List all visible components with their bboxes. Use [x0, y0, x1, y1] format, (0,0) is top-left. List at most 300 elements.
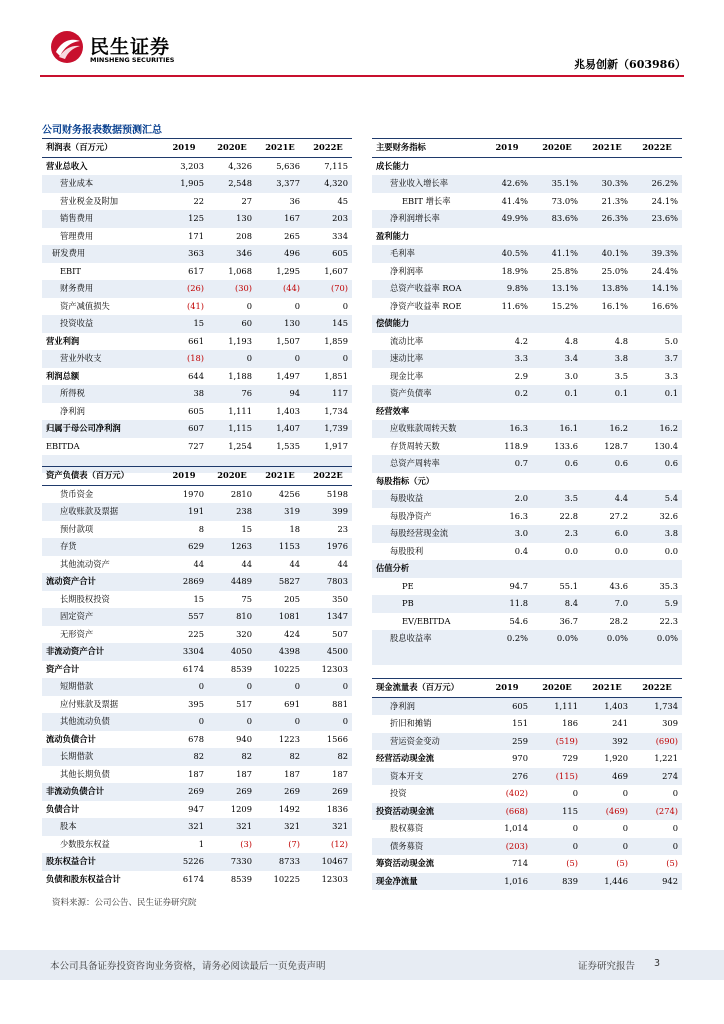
row-value: 44 — [337, 558, 348, 569]
row-value: 130.4 — [654, 440, 678, 451]
row-value: 15 — [241, 523, 252, 534]
row-value: 27 — [241, 195, 252, 206]
row-label: 长期股权投资 — [60, 593, 110, 604]
table-row — [372, 595, 682, 613]
table-row — [42, 333, 352, 351]
row-value: 0 — [672, 823, 678, 833]
row-label: 资本开支 — [372, 768, 482, 786]
table-row — [42, 643, 352, 661]
table-row — [372, 855, 682, 873]
table-row — [42, 801, 352, 819]
row-value: (18) — [160, 350, 208, 368]
table-row — [42, 175, 352, 193]
row-value: 55.1 — [559, 580, 578, 591]
row-label: EBIT 增长率 — [402, 195, 451, 206]
row-value — [532, 560, 582, 578]
row-label: 所得税 — [42, 385, 160, 403]
table-row — [372, 385, 682, 403]
table-row — [42, 228, 352, 246]
row-value: 7.0 — [582, 595, 632, 613]
table-row — [372, 403, 682, 421]
table-row — [372, 613, 682, 631]
row-value: 2869 — [160, 573, 208, 591]
table-row — [42, 403, 352, 421]
table-row — [372, 715, 682, 733]
spacer-cell — [632, 648, 682, 666]
table-row — [372, 420, 682, 438]
year-header: 2019 — [482, 679, 532, 698]
row-value: 1,734 — [632, 697, 682, 715]
row-value: 1,188 — [228, 370, 252, 381]
row-value: 41.1% — [532, 245, 582, 263]
row-value: 0.2 — [482, 385, 532, 403]
row-value: 25.8% — [551, 265, 578, 276]
row-value: 6.0 — [582, 525, 632, 543]
table-row — [372, 455, 682, 473]
row-value: 3.8 — [632, 525, 682, 543]
row-value: 22.8 — [559, 510, 578, 521]
row-label: 应收账款及票据 — [42, 503, 160, 521]
row-value: 16.6% — [651, 300, 678, 311]
row-value: 1,193 — [228, 335, 252, 346]
year-header: 2022E — [304, 467, 352, 486]
row-value: 3.0 — [564, 370, 578, 381]
row-label: 研发费用 — [42, 245, 160, 263]
row-value: 238 — [208, 503, 256, 521]
row-value: (203) — [482, 838, 532, 856]
row-value: 117 — [304, 385, 352, 403]
row-value: 0.6 — [532, 455, 582, 473]
row-value: 346 — [208, 245, 256, 263]
row-value: 0.2% — [482, 630, 532, 648]
row-value — [482, 228, 532, 246]
row-value: 24.1% — [651, 195, 678, 206]
row-value: 128.7 — [604, 440, 628, 451]
row-value: 0 — [208, 350, 256, 368]
row-value: 60 — [208, 315, 256, 333]
row-label: 每股收益 — [372, 490, 482, 508]
row-value: 15 — [193, 593, 204, 604]
row-value: 12303 — [321, 873, 348, 884]
table-row — [372, 697, 682, 715]
row-value: 0.4 — [514, 545, 528, 556]
row-label: 应收账款周转天数 — [372, 420, 482, 438]
row-value: 4.8 — [614, 335, 628, 346]
row-value: 0 — [572, 823, 578, 833]
row-value: 321 — [304, 818, 352, 836]
row-value: 0.0% — [532, 630, 582, 648]
row-value: 605 — [188, 405, 204, 416]
row-value: 392 — [582, 733, 632, 751]
row-value: 3.5 — [532, 490, 582, 508]
row-value: 54.6 — [509, 615, 528, 626]
table-row — [42, 783, 352, 801]
row-value: 0.7 — [482, 455, 532, 473]
row-value: 1,115 — [208, 420, 256, 438]
row-label: 利润总额 — [46, 370, 80, 381]
table-row — [42, 485, 352, 503]
row-value: 661 — [188, 335, 204, 346]
row-value: 6174 — [182, 663, 204, 674]
table-row — [42, 748, 352, 766]
row-value: 947 — [188, 803, 204, 814]
row-value: 23 — [337, 523, 348, 534]
row-value: 186 — [562, 718, 578, 728]
row-value: (26) — [160, 280, 208, 298]
table-row — [372, 525, 682, 543]
row-label: EBIT — [60, 265, 81, 276]
row-label: 营运资金变动 — [372, 733, 482, 751]
row-value: 26.3% — [582, 210, 632, 228]
spacer-cell — [482, 648, 532, 666]
row-value: 0 — [632, 838, 682, 856]
minsheng-logo-icon — [50, 30, 84, 64]
table-row — [42, 538, 352, 556]
row-value: 496 — [256, 245, 304, 263]
table-row — [372, 560, 682, 578]
row-value: 259 — [482, 733, 532, 751]
table-row — [42, 608, 352, 626]
row-value: 1,734 — [324, 405, 348, 416]
row-label: 营业成本 — [42, 175, 160, 193]
table-row — [372, 768, 682, 786]
table-row — [372, 473, 682, 491]
table-row — [372, 175, 682, 193]
row-value: 82 — [256, 748, 304, 766]
row-value: 9.8% — [482, 280, 532, 298]
row-value: 881 — [332, 698, 348, 709]
table-row — [42, 245, 352, 263]
row-value: 321 — [256, 818, 304, 836]
row-value: 94 — [256, 385, 304, 403]
row-value: 4.8 — [564, 335, 578, 346]
row-label: EV/EBITDA — [402, 615, 451, 626]
row-value: 507 — [332, 628, 348, 639]
row-value: 0.0 — [564, 545, 578, 556]
row-value: 274 — [632, 768, 682, 786]
row-value: 225 — [188, 628, 204, 639]
row-value: 1081 — [256, 608, 304, 626]
year-header: 2022E — [632, 679, 682, 698]
row-value: 1,403 — [582, 697, 632, 715]
row-value: 82 — [160, 748, 208, 766]
row-value: 3.3 — [664, 370, 678, 381]
table-row — [42, 280, 352, 298]
row-label: 营业税金及附加 — [60, 195, 119, 206]
row-value: 0.0 — [614, 545, 628, 556]
row-value: 7,115 — [324, 160, 348, 171]
row-value: 28.2 — [609, 615, 628, 626]
minsheng-logo — [50, 30, 200, 70]
row-value: 265 — [284, 230, 300, 241]
table-row — [372, 315, 682, 333]
table-row — [42, 696, 352, 714]
table-row — [372, 245, 682, 263]
row-value — [532, 315, 582, 333]
row-value: 1,917 — [324, 440, 348, 451]
row-value — [632, 560, 682, 578]
row-value: 13.1% — [532, 280, 582, 298]
row-value: 970 — [512, 753, 528, 763]
row-label: 其他长期负债 — [60, 768, 110, 779]
row-value: 6174 — [182, 873, 204, 884]
row-value: 350 — [332, 593, 348, 604]
row-label: 货币资金 — [60, 488, 94, 499]
row-value: 276 — [482, 768, 532, 786]
table-row — [42, 350, 352, 368]
row-label: 非流动负债合计 — [42, 783, 160, 801]
table-title: 现金流量表（百万元） — [372, 679, 482, 698]
row-value: 810 — [208, 608, 256, 626]
row-value: 10225 — [273, 663, 300, 674]
row-value: 0.1 — [532, 385, 582, 403]
row-value: 15.2% — [551, 300, 578, 311]
row-value: 4050 — [208, 643, 256, 661]
row-value: 130 — [208, 210, 256, 228]
row-label: 其他流动资产 — [60, 558, 110, 569]
row-value: (7) — [288, 838, 300, 849]
table-header-row — [42, 467, 352, 486]
row-value: 2.0 — [482, 490, 532, 508]
row-label: 长期借款 — [42, 748, 160, 766]
row-value: 16.1% — [601, 300, 628, 311]
row-value: (5) — [616, 858, 628, 868]
row-label: 毛利率 — [372, 245, 482, 263]
table-row — [372, 193, 682, 211]
row-value: 309 — [662, 718, 678, 728]
row-value: 5226 — [160, 853, 208, 871]
row-value: 4398 — [256, 643, 304, 661]
row-value: 1,407 — [256, 420, 304, 438]
row-label: 资产合计 — [46, 663, 80, 674]
year-header: 2022E — [304, 139, 352, 158]
table-row — [372, 820, 682, 838]
table-row — [372, 490, 682, 508]
table-row — [42, 263, 352, 281]
year-header: 2020E — [208, 467, 256, 486]
row-value: 49.9% — [482, 210, 532, 228]
table-row — [42, 626, 352, 644]
table-row — [42, 315, 352, 333]
row-value: 3.5 — [614, 370, 628, 381]
row-value: 8539 — [230, 873, 252, 884]
row-value: 8539 — [230, 663, 252, 674]
row-label: 净利润增长率 — [372, 210, 482, 228]
row-value: 1,859 — [324, 335, 348, 346]
row-value: 5.0 — [664, 335, 678, 346]
row-value: 3.3 — [482, 350, 532, 368]
table-row — [372, 228, 682, 246]
row-value: 0.6 — [582, 455, 632, 473]
table-row — [372, 508, 682, 526]
row-label: 营业总收入 — [46, 160, 88, 171]
row-label: 投资 — [390, 788, 407, 798]
row-label: 管理费用 — [60, 230, 94, 241]
row-value: 1566 — [326, 733, 348, 744]
row-value: (41) — [186, 300, 204, 311]
row-value: 5827 — [256, 573, 304, 591]
table-row — [42, 853, 352, 871]
table-header-row — [372, 679, 682, 698]
row-value: 395 — [188, 698, 204, 709]
row-value: 0.1 — [632, 385, 682, 403]
row-value: 187 — [332, 768, 348, 779]
row-value: 203 — [304, 210, 352, 228]
row-value: 44 — [241, 558, 252, 569]
row-label: 其他流动负债 — [42, 713, 160, 731]
row-value — [482, 403, 532, 421]
row-label: 存货周转天数 — [390, 440, 440, 451]
row-value: 1,111 — [532, 697, 582, 715]
row-value: 16.3 — [482, 420, 532, 438]
row-label: 折旧和摊销 — [390, 718, 432, 728]
row-value: 1,905 — [160, 175, 208, 193]
row-value: 3,203 — [180, 160, 204, 171]
row-value: 678 — [188, 733, 204, 744]
row-value: 0 — [208, 678, 256, 696]
row-value: 1,068 — [228, 265, 252, 276]
row-value — [582, 157, 632, 175]
row-value: 0 — [572, 788, 578, 798]
row-value: 1,446 — [582, 873, 632, 891]
year-header: 2019 — [160, 467, 208, 486]
table-row — [42, 193, 352, 211]
row-label: 投资活动现金流 — [372, 803, 482, 821]
row-value: 1,111 — [228, 405, 252, 416]
row-value: (12) — [330, 838, 348, 849]
row-value: (469) — [582, 803, 632, 821]
row-value: 0 — [256, 713, 304, 731]
row-value: 1,739 — [304, 420, 352, 438]
row-value: 0.0 — [664, 545, 678, 556]
row-label: 财务费用 — [42, 280, 160, 298]
table-row — [372, 438, 682, 456]
row-label: 偿债能力 — [372, 315, 482, 333]
row-value: 75 — [241, 593, 252, 604]
table-row — [42, 871, 352, 889]
table-row — [372, 578, 682, 596]
row-value: 1,016 — [482, 873, 532, 891]
row-value: 1,403 — [276, 405, 300, 416]
row-value: (5) — [566, 858, 578, 868]
row-value: 0.0% — [582, 630, 632, 648]
table-row — [372, 873, 682, 891]
table-row — [42, 521, 352, 539]
row-value — [582, 473, 632, 491]
row-value: 1263 — [208, 538, 256, 556]
table-row — [42, 766, 352, 784]
row-value: 727 — [188, 440, 204, 451]
row-value: 45 — [337, 195, 348, 206]
table-row — [372, 210, 682, 228]
table-row — [372, 368, 682, 386]
row-value: 241 — [612, 718, 628, 728]
row-value: 1209 — [230, 803, 252, 814]
row-value: 839 — [532, 873, 582, 891]
row-value — [632, 403, 682, 421]
table-row — [42, 438, 352, 456]
spacer-cell — [372, 648, 482, 666]
row-value: 940 — [236, 733, 252, 744]
row-label: 现金净流量 — [372, 873, 482, 891]
row-value: 145 — [304, 315, 352, 333]
row-value: 30.3% — [582, 175, 632, 193]
footer-disclaimer: 本公司具备证券投资咨询业务资格，请务必阅读最后一页免责声明 — [50, 961, 326, 972]
row-value: 76 — [208, 385, 256, 403]
row-value: 26.2% — [632, 175, 682, 193]
logo-text-cn: 民生证券 — [90, 36, 171, 58]
row-value: 32.6 — [659, 510, 678, 521]
cash-flow-table — [372, 678, 682, 890]
row-value: 557 — [160, 608, 208, 626]
row-label: 股本 — [42, 818, 160, 836]
row-value: 0 — [160, 713, 208, 731]
row-value: 82 — [208, 748, 256, 766]
year-header: 2021E — [582, 139, 632, 158]
row-label: 负债和股东权益合计 — [46, 873, 121, 884]
row-value: 4489 — [208, 573, 256, 591]
table-row — [372, 333, 682, 351]
table-row — [372, 263, 682, 281]
row-label: 债务募资 — [372, 838, 482, 856]
row-value: 22 — [193, 195, 204, 206]
year-header: 2019 — [482, 139, 532, 158]
row-value: 424 — [284, 628, 300, 639]
row-value: 94.7 — [509, 580, 528, 591]
row-label: 营业收入增长率 — [372, 175, 482, 193]
row-value: 10467 — [304, 853, 352, 871]
page-header — [0, 0, 724, 80]
row-value: 0 — [622, 823, 628, 833]
row-value: 607 — [160, 420, 208, 438]
row-value: 73.0% — [551, 195, 578, 206]
row-value: 334 — [332, 230, 348, 241]
row-label: 非流动资产合计 — [42, 643, 160, 661]
row-value: 1492 — [278, 803, 300, 814]
row-value: 36 — [289, 195, 300, 206]
row-value — [532, 473, 582, 491]
table-row — [372, 350, 682, 368]
row-value: 41.4% — [501, 195, 528, 206]
table-row — [42, 157, 352, 175]
row-value: 18 — [289, 523, 300, 534]
year-header: 2020E — [532, 139, 582, 158]
table-row — [42, 591, 352, 609]
row-label: 资产减值损失 — [60, 300, 110, 311]
table-row — [372, 803, 682, 821]
balance-sheet-table — [42, 466, 352, 888]
row-value: 469 — [582, 768, 632, 786]
row-value — [582, 315, 632, 333]
row-value: 35.3 — [659, 580, 678, 591]
row-value: 0 — [622, 788, 628, 798]
row-value: 191 — [160, 503, 208, 521]
row-value: 0 — [304, 713, 352, 731]
row-value: 40.5% — [482, 245, 532, 263]
row-value: 2.9 — [514, 370, 528, 381]
row-value: 1,607 — [324, 265, 348, 276]
row-value: 644 — [188, 370, 204, 381]
row-value: 0 — [582, 838, 632, 856]
row-value: 3.0 — [482, 525, 532, 543]
row-label: 存货 — [42, 538, 160, 556]
row-value: 1,254 — [228, 440, 252, 451]
row-value: 44 — [289, 558, 300, 569]
table-row — [372, 750, 682, 768]
row-value: 0 — [160, 678, 208, 696]
row-value: 1,507 — [276, 335, 300, 346]
row-value: 942 — [632, 873, 682, 891]
